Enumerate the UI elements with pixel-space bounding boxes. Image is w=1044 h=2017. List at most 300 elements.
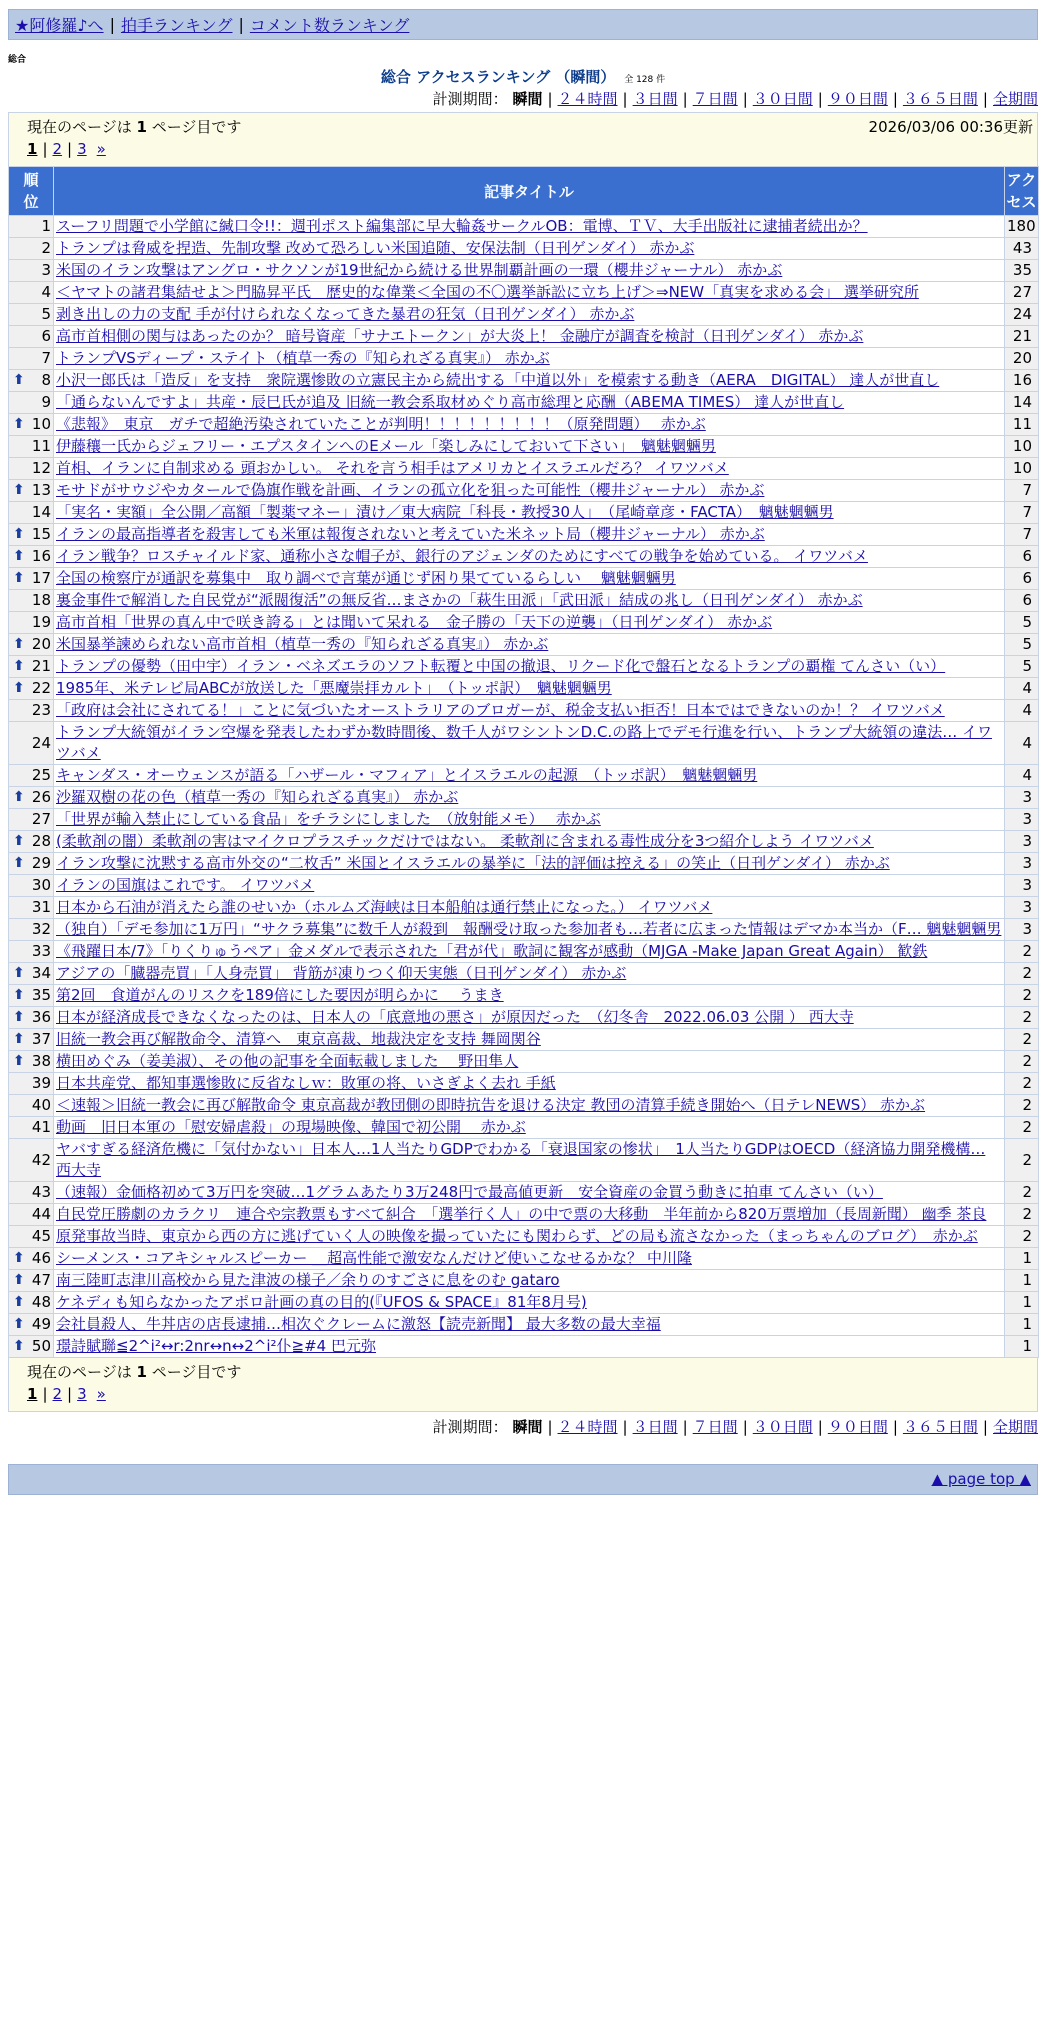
- rank-cell: [9, 1336, 54, 1358]
- period-option[interactable]: ２４時間: [557, 1418, 618, 1436]
- table-row: [9, 524, 1039, 546]
- title-cell: [54, 1204, 1005, 1226]
- rank-number: 4: [41, 283, 51, 301]
- title-cell: [54, 1314, 1005, 1336]
- article-link[interactable]: （独自）「デモ参加に1万円」“サクラ募集”に数千人が殺到 報酬受け取った参加者も…若者に広まった情報はデマか本当か（F… 魑魅魍魎男: [56, 920, 1002, 938]
- article-link[interactable]: 裏金事件で解消した自民党が“派閥復活”の無反省…まさかの「萩生田派」「武田派」結成の兆し（日刊ゲンダイ） 赤かぶ: [56, 591, 863, 609]
- rank-cell: [9, 612, 54, 634]
- table-row: [9, 480, 1039, 502]
- nav-separator: |: [109, 15, 115, 34]
- period-separator: |: [547, 90, 553, 108]
- rank-number: 22: [31, 679, 51, 697]
- title-cell: [54, 502, 1005, 524]
- up-arrow-icon: ⬆: [13, 789, 25, 805]
- article-link[interactable]: イラン攻撃に沈黙する高市外交の“二枚舌” 米国とイスラエルの暴挙に「法的評価は控える」の笑止（日刊ゲンダイ） 赤かぶ: [56, 854, 890, 872]
- pager-separator: |: [67, 140, 73, 158]
- article-link[interactable]: 動画 旧日本軍の「慰安婦虐殺」の現場映像、韓国で初公開 赤かぶ: [56, 1118, 526, 1136]
- rank-number: 2: [41, 239, 51, 257]
- article-link[interactable]: 「政府は会社にされてる！」ことに気づいたオーストラリアのブロガーが、税金支払い拒否！日本ではできないのか！？ イワツバメ: [56, 701, 945, 719]
- title-cell: [54, 1248, 1005, 1270]
- rank-number: 50: [31, 1337, 51, 1355]
- current-page-number: 1: [136, 118, 147, 136]
- rank-cell: [9, 216, 54, 238]
- article-link[interactable]: 原発事故当時、東京から西の方に逃げていく人の映像を撮っていたにも関わらず、どの局も流さなかった（まっちゃんのブログ） 赤かぶ: [56, 1227, 978, 1245]
- period-separator: |: [682, 90, 688, 108]
- article-link[interactable]: 「実名・実額」全公開／高額「製薬マネー」漬け／東大病院「科長・教授30人」 （尾崎章彦・FACTA） 魑魅魍魎男: [56, 503, 834, 521]
- access-count: 2: [1005, 1226, 1039, 1248]
- pager-next[interactable]: »: [96, 1385, 106, 1403]
- article-link[interactable]: 横田めぐみ（姜美淑）、その他の記事を全面転載しました 野田隼人: [56, 1052, 519, 1070]
- rank-number: 34: [31, 964, 51, 982]
- title-cell: [54, 1117, 1005, 1139]
- title-cell: [54, 809, 1005, 831]
- access-count: 2: [1005, 1204, 1039, 1226]
- access-count: 3: [1005, 853, 1039, 875]
- rank-number: 24: [31, 733, 51, 752]
- article-link[interactable]: 第2回 食道がんのリスクを189倍にした要因が明らかに うまき: [56, 986, 504, 1004]
- rank-number: 39: [31, 1074, 51, 1092]
- title-cell: [54, 524, 1005, 546]
- table-row: [9, 1007, 1039, 1029]
- period-option[interactable]: ７日間: [692, 90, 738, 108]
- applause-ranking-link[interactable]: 拍手ランキング: [120, 16, 233, 35]
- article-link[interactable]: 米国暴挙諫められない高市首相（植草一秀の『知られざる真実』） 赤かぶ: [56, 635, 549, 653]
- access-count: 24: [1005, 304, 1039, 326]
- rank-number: 46: [31, 1249, 51, 1267]
- section-label: 総合: [8, 55, 27, 65]
- article-link[interactable]: 沙羅双樹の花の色（植草一秀の『知られざる真実』） 赤かぶ: [56, 788, 459, 806]
- table-row: [9, 1336, 1039, 1358]
- rank-number: 35: [31, 986, 51, 1004]
- table-row: [9, 985, 1039, 1007]
- ranking-title-line: [8, 66, 1038, 88]
- up-arrow-icon: ⬆: [13, 416, 25, 432]
- period-selector: [8, 88, 1038, 110]
- rank-cell: [9, 1007, 54, 1029]
- rank-number: 33: [31, 942, 51, 960]
- table-row: [9, 1248, 1039, 1270]
- updated-timestamp: 2026/03/06 00:36更新: [868, 118, 1033, 136]
- rank-number: 20: [31, 635, 51, 653]
- rank-number: 37: [31, 1030, 51, 1048]
- access-count: 7: [1005, 480, 1039, 502]
- access-count: 5: [1005, 634, 1039, 656]
- table-row: [9, 1095, 1039, 1117]
- article-link[interactable]: 米国のイラン攻撃はアングロ・サクソンが19世紀から続ける世界制覇計画の一環（櫻井ジャーナル） 赤かぶ: [56, 261, 783, 279]
- access-count: 6: [1005, 568, 1039, 590]
- pager: [27, 1385, 106, 1403]
- access-count: 2: [1005, 1139, 1039, 1182]
- access-count: 2: [1005, 941, 1039, 963]
- pager-next[interactable]: »: [96, 140, 106, 158]
- access-count: 2: [1005, 1051, 1039, 1073]
- article-link[interactable]: シーメンス・コアキシャルスピーカー ＿超高性能で激安なんだけど使いこなせるかな？ 中川隆: [56, 1249, 692, 1267]
- up-arrow-icon: ⬆: [13, 855, 25, 871]
- article-link[interactable]: 小沢一郎氏は「造反」を支持 衆院選惨敗の立憲民主から続出する「中道以外」を模索する動き（AERA DIGITAL） 達人が世直し: [56, 371, 940, 389]
- access-count: 20: [1005, 348, 1039, 370]
- article-link[interactable]: スーフリ問題で小学館に緘口令!!：週刊ポスト編集部に早大輪姦サークルOB：電博、ＴＶ、大手出版社に逮捕者続出か？: [56, 217, 868, 235]
- title-cell: [54, 480, 1005, 502]
- title-cell: [54, 765, 1005, 787]
- article-link[interactable]: 「通らないんですよ」共産・辰巳氏が追及 旧統一教会系取材めぐり高市総理と応酬（ABEMA TIMES） 達人が世直し: [56, 393, 845, 411]
- rank-cell: [9, 282, 54, 304]
- bottom-bar: [8, 1464, 1038, 1495]
- table-row: [9, 1182, 1039, 1204]
- access-count: 11: [1005, 414, 1039, 436]
- rank-number: 7: [41, 349, 51, 367]
- pager-page-2[interactable]: 2: [52, 1385, 63, 1403]
- up-arrow-icon: ⬆: [13, 1316, 25, 1332]
- rank-number: 29: [31, 854, 51, 872]
- period-option[interactable]: ３日間: [632, 90, 678, 108]
- rank-number: 17: [31, 569, 51, 587]
- page-info-footer: [8, 1358, 1038, 1412]
- rank-number: 11: [31, 437, 51, 455]
- rank-number: 5: [41, 305, 51, 323]
- page-title: 総合 アクセスランキング （瞬間）: [380, 68, 616, 86]
- table-row: [9, 458, 1039, 480]
- table-row: [9, 1117, 1039, 1139]
- title-cell: [54, 787, 1005, 809]
- rank-number: 26: [31, 788, 51, 806]
- article-link[interactable]: トランプの優勢（田中宇）イラン・ベネズエラのソフト転覆と中国の撤退、リクード化で盤石となるトランプの覇権 てんさい（い）: [56, 657, 946, 675]
- comment-ranking-link[interactable]: コメント数ランキング: [249, 16, 410, 35]
- up-arrow-icon: ⬆: [13, 1338, 25, 1354]
- pager-page-3[interactable]: 3: [77, 140, 87, 158]
- table-row: [9, 546, 1039, 568]
- pager-separator: |: [67, 1385, 73, 1403]
- title-cell: [54, 722, 1005, 765]
- rank-cell: [9, 700, 54, 722]
- title-cell: [54, 897, 1005, 919]
- title-cell: [54, 1270, 1005, 1292]
- period-option[interactable]: ９０日間: [827, 90, 888, 108]
- rank-cell: [9, 392, 54, 414]
- title-cell: [54, 1292, 1005, 1314]
- access-count: 43: [1005, 238, 1039, 260]
- rank-number: 9: [41, 393, 51, 411]
- table-row: [9, 941, 1039, 963]
- title-cell: [54, 1095, 1005, 1117]
- article-link[interactable]: 「世界が輸入禁止にしている食品」をチラシにしました （放射能メモ） 赤かぶ: [56, 810, 601, 828]
- title-cell: [54, 963, 1005, 985]
- table-row: [9, 700, 1039, 722]
- table-row: [9, 502, 1039, 524]
- rank-cell: [9, 1029, 54, 1051]
- article-link[interactable]: 《悲報》 東京 ガチで超絶汚染されていたことが判明！！！！！！！！！（原発問題） 赤かぶ: [56, 415, 706, 433]
- article-link[interactable]: 自民党圧勝劇のカラクリ 連合や宗教票もすべて糾合 「選挙行く人」の中で票の大移動 半年前から820万票増加（長周新聞） 幽季 茶良: [56, 1205, 987, 1223]
- table-row: [9, 1029, 1039, 1051]
- up-arrow-icon: ⬆: [13, 482, 25, 498]
- article-link[interactable]: 日本から石油が消えたら誰のせいか（ホルムズ海峡は日本船舶は通行禁止になった。） イワツバメ: [56, 898, 713, 916]
- access-count: 3: [1005, 787, 1039, 809]
- rank-number: 43: [31, 1183, 51, 1201]
- title-cell: [54, 414, 1005, 436]
- rank-cell: [9, 1314, 54, 1336]
- article-link[interactable]: モサドがサウジやカタールで偽旗作戦を計画、イランの孤立化を狙った可能性（櫻井ジャーナル） 赤かぶ: [56, 481, 765, 499]
- access-count: 4: [1005, 765, 1039, 787]
- article-link[interactable]: 全国の検察庁が通訳を募集中 取り調べで言葉が通じず困り果てているらしい 魑魅魍魎男: [56, 569, 676, 587]
- title-cell: [54, 1336, 1005, 1358]
- rank-cell: [9, 1248, 54, 1270]
- up-arrow-icon: ⬆: [13, 1294, 25, 1310]
- rank-number: 8: [41, 371, 51, 389]
- access-count: 1: [1005, 1248, 1039, 1270]
- rank-number: 25: [31, 766, 51, 784]
- access-count: 6: [1005, 546, 1039, 568]
- article-link[interactable]: 日本共産党、都知事選惨敗に反省なしｗ：敗軍の将、いさぎよく去れ 手紙: [56, 1074, 556, 1092]
- rank-number: 45: [31, 1227, 51, 1245]
- access-count: 16: [1005, 370, 1039, 392]
- item-count: 全 128 件: [624, 75, 666, 85]
- up-arrow-icon: ⬆: [13, 658, 25, 674]
- title-cell: [54, 875, 1005, 897]
- up-arrow-icon: ⬆: [13, 1009, 25, 1025]
- article-link[interactable]: 剥き出しの力の支配 手が付けられなくなってきた暴君の狂気（日刊ゲンダイ） 赤かぶ: [56, 305, 635, 323]
- period-option[interactable]: ３０日間: [752, 90, 813, 108]
- article-link[interactable]: イラン戦争？ロスチャイルド家、通称小さな帽子が、銀行のアジェンダのためにすべての戦争を始めている。 イワツバメ: [56, 547, 868, 565]
- table-row: [9, 963, 1039, 985]
- access-count: 1: [1005, 1314, 1039, 1336]
- pager-page-2[interactable]: 2: [52, 140, 63, 158]
- pager-page-1: 1: [27, 1385, 38, 1403]
- table-row: [9, 326, 1039, 348]
- access-count: 2: [1005, 1073, 1039, 1095]
- title-cell: [54, 282, 1005, 304]
- rank-cell: [9, 348, 54, 370]
- period-option[interactable]: ３６５日間: [902, 90, 978, 108]
- table-row: [9, 1139, 1039, 1182]
- rank-number: 28: [31, 832, 51, 850]
- period-option[interactable]: ７日間: [692, 1418, 738, 1436]
- title-cell: [54, 568, 1005, 590]
- rank-cell: [9, 853, 54, 875]
- rank-cell: [9, 524, 54, 546]
- up-arrow-icon: ⬆: [13, 570, 25, 586]
- rank-cell: [9, 1095, 54, 1117]
- rank-cell: [9, 568, 54, 590]
- table-row: [9, 304, 1039, 326]
- rank-cell: [9, 919, 54, 941]
- period-separator: |: [682, 1418, 688, 1436]
- rank-cell: [9, 634, 54, 656]
- article-link[interactable]: 南三陸町志津川高校から見た津波の様子／余りのすごさに息をのむ gataro: [56, 1271, 560, 1289]
- page: [8, 9, 1038, 1495]
- access-count: 27: [1005, 282, 1039, 304]
- article-link[interactable]: トランプVSディープ・ステイト（植草一秀の『知られざる真実』） 赤かぶ: [56, 349, 550, 367]
- article-link[interactable]: トランプは脅威を捏造、先制攻撃 改めて恐ろしい米国追随、安保法制（日刊ゲンダイ） 赤かぶ: [56, 239, 695, 257]
- table-row: [9, 1314, 1039, 1336]
- table-row: [9, 919, 1039, 941]
- title-cell: [54, 392, 1005, 414]
- up-arrow-icon: ⬆: [13, 526, 25, 542]
- article-link[interactable]: (柔軟剤の闇）柔軟剤の害はマイクロプラスチックだけではない。 柔軟剤に含まれる毒性成分を3つ紹介しよう イワツバメ: [56, 832, 874, 850]
- rank-cell: [9, 436, 54, 458]
- period-separator: |: [742, 1418, 748, 1436]
- current-page-number: 1: [136, 1363, 147, 1381]
- pager-page-3[interactable]: 3: [77, 1385, 87, 1403]
- rank-cell: [9, 1117, 54, 1139]
- rank-number: 19: [31, 613, 51, 631]
- title-cell: [54, 941, 1005, 963]
- period-label: 計測期間：: [432, 90, 513, 108]
- period-option[interactable]: ３０日間: [752, 1418, 813, 1436]
- rank-cell: [9, 985, 54, 1007]
- access-count: 180: [1005, 216, 1039, 238]
- rank-cell: [9, 787, 54, 809]
- rank-cell: [9, 1073, 54, 1095]
- rank-number: 6: [41, 327, 51, 345]
- current-page-label: 現在のページは: [27, 118, 132, 136]
- article-link[interactable]: アジアの「臓器売買」「人身売買」 背筋が凍りつく仰天実態（日刊ゲンダイ） 赤かぶ: [56, 964, 627, 982]
- title-cell: [54, 458, 1005, 480]
- period-separator: |: [817, 1418, 823, 1436]
- article-link[interactable]: 《飛躍日本/7》「りくりゅうペア」金メダルで表示された「君が代」歌詞に観客が感動（MJGA -Make Japan Great Again） 歓鉄: [56, 942, 928, 960]
- rank-cell: [9, 546, 54, 568]
- title-cell: [54, 700, 1005, 722]
- current-page-suffix: ページ目です: [151, 118, 242, 136]
- period-separator: |: [547, 1418, 553, 1436]
- up-arrow-icon: ⬆: [13, 548, 25, 564]
- title-cell: [54, 436, 1005, 458]
- table-row: [9, 853, 1039, 875]
- rank-number: 42: [31, 1150, 51, 1169]
- article-link[interactable]: ＜ヤマトの諸君集結せよ＞門脇昇平氏 歴史的な偉業＜全国の不〇選挙訴訟に立ち上げ＞⇒NEW「真実を求める会」 選挙研究所: [56, 283, 919, 301]
- table-row: [9, 897, 1039, 919]
- rank-number: 1: [41, 217, 51, 235]
- rank-number: 27: [31, 810, 51, 828]
- rank-cell: [9, 238, 54, 260]
- period-option[interactable]: 全期間: [992, 1418, 1038, 1436]
- access-count: 6: [1005, 590, 1039, 612]
- article-link[interactable]: 日本が経済成長できなくなったのは、日本人の「底意地の悪さ」が原因だった （幻冬舎 2022.06.03 公開 ） 西大寺: [56, 1008, 854, 1026]
- title-cell: [54, 612, 1005, 634]
- title-cell: [54, 1139, 1005, 1182]
- table-row: [9, 809, 1039, 831]
- current-page-suffix: ページ目です: [151, 1363, 242, 1381]
- ranking-table: [8, 166, 1039, 1358]
- rank-cell: [9, 941, 54, 963]
- article-link[interactable]: 首相、イランに自制求める 頭おかしい。 それを言う相手はアメリカとイスラエルだろ？ イワツバメ: [56, 459, 729, 477]
- title-cell: [54, 260, 1005, 282]
- rank-cell: [9, 1204, 54, 1226]
- article-link[interactable]: 高市首相「世界の真ん中で咲き誇る」とは聞いて呆れる 金子勝の「天下の逆襲」（日刊ゲンダイ） 赤かぶ: [56, 613, 773, 631]
- access-count: 2: [1005, 963, 1039, 985]
- pager-page-1: 1: [27, 140, 38, 158]
- article-link[interactable]: トランプ大統領がイラン空爆を発表したわずか数時間後、数千人がワシントンD.C.の路上でデモ行進を行い、トランプ大統領の違法… イワツバメ: [56, 723, 992, 762]
- up-arrow-icon: ⬆: [13, 965, 25, 981]
- period-option[interactable]: 全期間: [992, 90, 1038, 108]
- access-count: 35: [1005, 260, 1039, 282]
- title-cell: [54, 1073, 1005, 1095]
- access-count: 7: [1005, 502, 1039, 524]
- up-arrow-icon: ⬆: [13, 1272, 25, 1288]
- up-arrow-icon: ⬆: [13, 1250, 25, 1266]
- rank-number: 12: [31, 459, 51, 477]
- article-link[interactable]: 伊藤穰一氏からジェフリー・エプスタインへのEメール「楽しみにしておいて下さい」 魑魅魍魎男: [56, 437, 716, 455]
- article-link[interactable]: 会社員殺人、牛丼店の店長逮捕…相次ぐクレームに激怒【読売新聞】 最大多数の最大幸福: [56, 1315, 661, 1333]
- up-arrow-icon: ⬆: [13, 636, 25, 652]
- table-row: [9, 656, 1039, 678]
- period-option: 瞬間: [512, 1418, 543, 1436]
- table-row: [9, 590, 1039, 612]
- period-option[interactable]: ３６５日間: [902, 1418, 978, 1436]
- period-separator: |: [892, 1418, 898, 1436]
- table-row: [9, 678, 1039, 700]
- access-count: 21: [1005, 326, 1039, 348]
- period-option[interactable]: ３日間: [632, 1418, 678, 1436]
- title-header: 記事タイトル: [54, 167, 1005, 216]
- rank-cell: [9, 809, 54, 831]
- rank-number: 48: [31, 1293, 51, 1311]
- table-row: [9, 1292, 1039, 1314]
- rank-cell: [9, 326, 54, 348]
- table-row: [9, 765, 1039, 787]
- period-separator: |: [982, 1418, 988, 1436]
- access-count: 2: [1005, 1029, 1039, 1051]
- rank-number: 36: [31, 1008, 51, 1026]
- access-count: 4: [1005, 700, 1039, 722]
- article-link[interactable]: 高市首相側の関与はあったのか？ 暗号資産「サナエトークン」が大炎上！ 金融庁が調査を検討（日刊ゲンダイ） 赤かぶ: [56, 327, 864, 345]
- table-row: [9, 414, 1039, 436]
- home-link[interactable]: ★阿修羅♪へ: [15, 16, 104, 35]
- article-link[interactable]: 璟詩賦聯≦2^i²↔r:2nr↔n↔2^i²仆≧#4 巴元弥: [56, 1337, 376, 1355]
- access-count: 4: [1005, 722, 1039, 765]
- period-option[interactable]: ９０日間: [827, 1418, 888, 1436]
- period-option[interactable]: ２４時間: [557, 90, 618, 108]
- access-count: 1: [1005, 1270, 1039, 1292]
- access-count: 3: [1005, 809, 1039, 831]
- article-link[interactable]: （速報）金価格初めて3万円を突破…1グラムあたり3万248円で最高値更新 安全資産の金買う動きに拍車 てんさい（い）: [56, 1183, 883, 1201]
- article-link[interactable]: イランの国旗はこれです。 イワツバメ: [56, 876, 315, 894]
- table-row: [9, 392, 1039, 414]
- rank-number: 3: [41, 261, 51, 279]
- access-count: 4: [1005, 678, 1039, 700]
- current-page-text: [27, 116, 241, 137]
- rank-cell: [9, 304, 54, 326]
- access-count: 3: [1005, 831, 1039, 853]
- period-separator: |: [892, 90, 898, 108]
- access-count: 2: [1005, 1117, 1039, 1139]
- title-cell: [54, 1029, 1005, 1051]
- article-link[interactable]: イランの最高指導者を殺害しても米軍は報復されないと考えていた米ネット局（櫻井ジャーナル） 赤かぶ: [56, 525, 765, 543]
- rank-number: 31: [31, 898, 51, 916]
- rank-cell: [9, 897, 54, 919]
- article-link[interactable]: キャンダス・オーウェンスが語る「ハザール・マフィア」とイスラエルの起源 （トッポ訳） 魑魅魍魎男: [56, 766, 758, 784]
- article-link[interactable]: ケネディも知らなかったアポロ計画の真の目的(『UFOS & SPACE』81年8月号): [56, 1293, 587, 1311]
- title-cell: [54, 831, 1005, 853]
- rank-cell: [9, 875, 54, 897]
- up-arrow-icon: ⬆: [13, 1053, 25, 1069]
- title-cell: [54, 634, 1005, 656]
- article-link[interactable]: ヤバすぎる経済危機に「気付かない」日本人…1人当たりGDPでわかる「衰退国家の惨状」 1人当たりGDPはOECD（経済協力開発機構… 西大寺: [56, 1140, 986, 1179]
- article-link[interactable]: ＜速報＞旧統一教会に再び解散命令 東京高裁が教団側の即時抗告を退ける決定 教団の清算手続き開始へ（日テレNEWS） 赤かぶ: [56, 1096, 926, 1114]
- rank-cell: [9, 656, 54, 678]
- rank-number: 10: [31, 415, 51, 433]
- title-cell: [54, 1226, 1005, 1248]
- rank-cell: [9, 1051, 54, 1073]
- access-count: 1: [1005, 1336, 1039, 1358]
- page-top-link[interactable]: ▲ page top ▲: [931, 1470, 1031, 1488]
- access-count: 2: [1005, 985, 1039, 1007]
- title-cell: [54, 326, 1005, 348]
- table-row: [9, 1051, 1039, 1073]
- article-link[interactable]: 旧統一教会再び解散命令、清算へ 東京高裁、地裁決定を支持 舞岡関谷: [56, 1030, 541, 1048]
- access-header: アクセス: [1005, 167, 1039, 216]
- access-count: 2: [1005, 1095, 1039, 1117]
- article-link[interactable]: 1985年、米テレビ局ABCが放送した「悪魔崇拝カルト」 （トッポ訳） 魑魅魍魎男: [56, 679, 612, 697]
- rank-number: 15: [31, 525, 51, 543]
